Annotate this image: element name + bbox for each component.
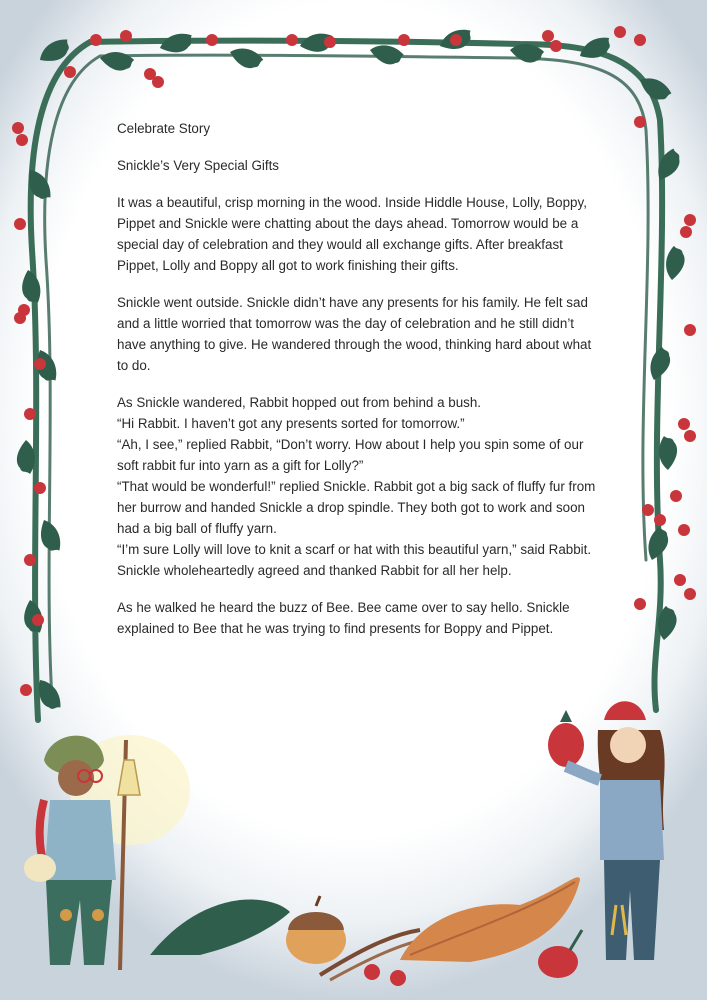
story-paragraph: Snickle went outside. Snickle didn’t have any presents for his family. He felt sad and a little worried that tomorrow was the day of celebration and he still didn’t have anything to give. He wandered through the wood, thinking hard about what to do.	[117, 295, 592, 373]
holly-berry-icon	[20, 684, 32, 696]
holly-leaf-icon	[17, 440, 35, 474]
holly-berry-icon	[670, 490, 682, 502]
story-label: Celebrate Story	[117, 121, 211, 136]
holly-leaf-icon	[652, 146, 685, 184]
holly-berry-icon	[16, 134, 28, 146]
holly-berry-icon	[398, 34, 410, 46]
holly-berry-icon	[64, 66, 76, 78]
holly-berry-icon	[614, 26, 626, 38]
holly-leaf-icon	[158, 31, 196, 57]
girl-with-rosehip-icon	[548, 701, 665, 960]
holly-berry-icon	[654, 514, 666, 526]
story-dialogue-line: “That would be wonderful!” replied Snickle. Rabbit got a big sack of fluffy fur from her burrow and handed Snickle a drop spindle. They both got to work and soon had a big ball of fluffy yarn.	[117, 479, 596, 536]
holly-leaf-icon	[98, 49, 135, 73]
story-dialogue-line: As Snickle wandered, Rabbit hopped out from behind a bush.	[117, 395, 482, 410]
holly-leaf-icon	[19, 268, 43, 305]
holly-berry-icon	[14, 312, 26, 324]
holly-berry-icon	[634, 116, 646, 128]
holly-leaf-icon	[663, 245, 687, 282]
holly-berry-icon	[120, 30, 132, 42]
holly-berry-icon	[684, 430, 696, 442]
holly-berry-icon	[90, 34, 102, 46]
story-dialogue-line: “Hi Rabbit. I haven’t got any presents sorted for tomorrow.”	[117, 416, 465, 431]
holly-berry-icon	[634, 34, 646, 46]
holly-berry-icon	[34, 358, 46, 370]
story-paragraph: As he walked he heard the buzz of Bee. Bee came over to say hello. Snickle explained to Bee that he was trying to find presents for Boppy and Pippet.	[117, 600, 570, 636]
story-paragraph: It was a beautiful, crisp morning in the wood. Inside Hiddle House, Lolly, Boppy, Pippet and Snickle were chatting about the days ahead. Tomorrow would be a special day of celebration and they would all exchange gifts. After breakfast Pippet, Lolly and Boppy all got to work finishing their gifts.	[117, 195, 587, 273]
holly-berry-icon	[680, 226, 692, 238]
holly-leaf-icon	[227, 44, 265, 73]
holly-leaf-icon	[22, 166, 55, 204]
acorn-icon	[286, 896, 346, 964]
holly-berry-icon	[642, 504, 654, 516]
holly-berry-icon	[34, 482, 46, 494]
rosehip-icon	[538, 930, 582, 978]
holly-berry-icon	[550, 40, 562, 52]
holly-berry-icon	[542, 30, 554, 42]
holly-berry-icon	[152, 76, 164, 88]
holly-berry-icon	[678, 524, 690, 536]
story-title: Snickle’s Very Special Gifts	[117, 158, 279, 173]
story-dialogue-line: “I’m sure Lolly will love to knit a scarf or hat with this beautiful yarn,” said Rabbit. Snickle wholeheartedly agreed and thanked Rabbit for all her help.	[117, 542, 592, 578]
story-dialogue-line: “Ah, I see,” replied Rabbit, “Don’t worry. How about I help you spin some of our soft rabbit fur into yarn as a gift for Lolly?”	[117, 437, 584, 473]
holly-berry-icon	[674, 574, 686, 586]
holly-berry-icon	[206, 34, 218, 46]
holly-berry-icon	[450, 34, 462, 46]
holly-berry-icon	[14, 218, 26, 230]
holly-berry-icon	[684, 214, 696, 226]
story-text	[117, 118, 602, 655]
holly-berry-icon	[12, 122, 24, 134]
holly-berry-icon	[634, 598, 646, 610]
holly-berry-icon	[684, 588, 696, 600]
holly-leaf-icon	[150, 900, 290, 956]
holly-berry-icon	[32, 614, 44, 626]
child-with-lantern-icon	[24, 735, 190, 970]
holly-leaf-icon	[659, 436, 677, 470]
holly-leaf-icon	[368, 41, 406, 67]
holly-berry-icon	[24, 554, 36, 566]
holly-berry-icon	[24, 408, 36, 420]
holly-berry-icon	[324, 36, 336, 48]
holly-berry-icon	[678, 418, 690, 430]
holly-berry-icon	[684, 324, 696, 336]
holly-berry-icon	[286, 34, 298, 46]
